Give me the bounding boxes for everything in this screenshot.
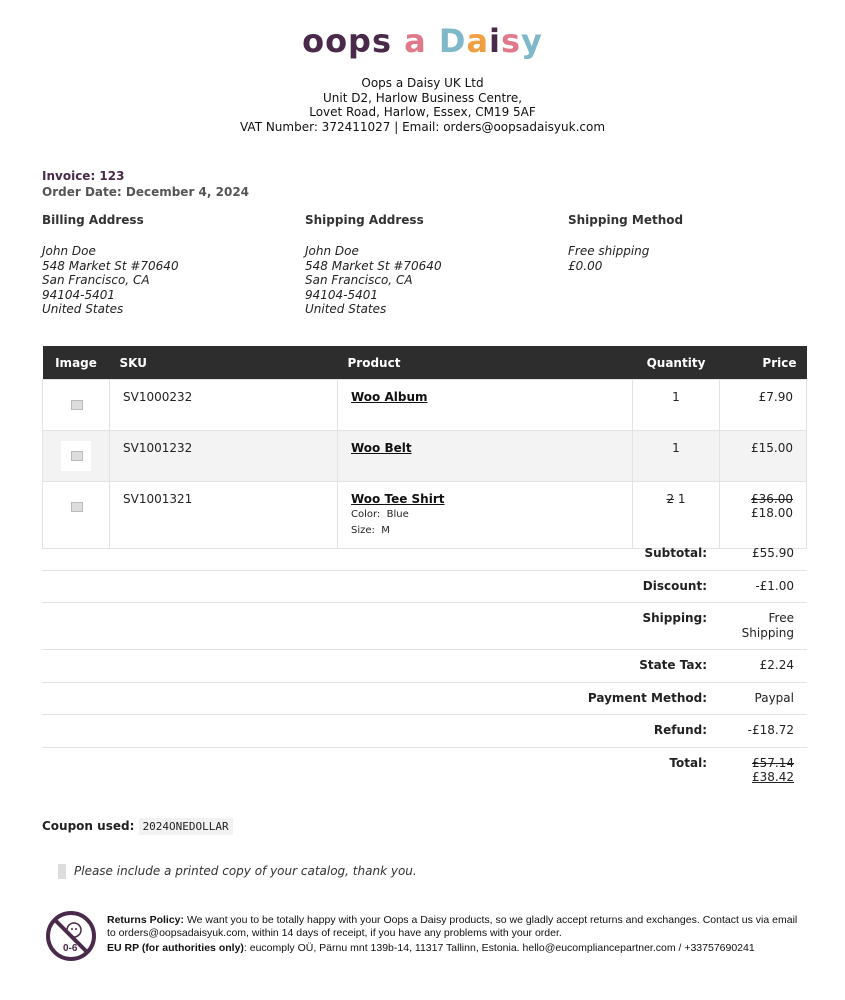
item-quantity: 1 <box>633 431 720 482</box>
totals-label: Discount: <box>642 578 707 593</box>
totals-value: £55.90 <box>752 546 794 560</box>
eu-rp-text: : eucomply OÜ, Pärnu mnt 139b-14, 11317 Tallinn, Estonia. hello@eucompliancepartner.com / +33757690241 <box>243 942 755 954</box>
totals-row-tax <box>42 650 807 683</box>
item-meta-color <box>351 508 619 522</box>
table-row <box>43 380 807 431</box>
item-product-cell <box>338 380 633 431</box>
image-placeholder-icon <box>61 441 91 471</box>
size-label: Size: <box>351 525 375 536</box>
shipping-value-line-2: Shipping <box>741 625 794 640</box>
note-quote-bar <box>58 864 66 879</box>
order-totals <box>42 538 807 794</box>
billing-address <box>42 213 292 317</box>
item-sku: SV1001232 <box>110 431 338 482</box>
coupon-code: 2024ONEDOLLAR <box>139 818 233 835</box>
item-price: £18.00 <box>751 506 793 520</box>
order-date: Order Date: December 4, 2024 <box>42 185 250 199</box>
eu-rp-label: EU RP (for authorities only) <box>107 942 244 954</box>
size-value: M <box>381 525 390 536</box>
totals-label: Refund: <box>653 723 707 737</box>
color-label: Color: <box>351 509 381 520</box>
shipping-method-cost: £0.00 <box>568 258 603 273</box>
image-placeholder-icon <box>61 390 91 420</box>
item-product-cell <box>338 431 633 482</box>
item-quantity: 1 <box>633 380 720 431</box>
image-placeholder-icon <box>61 492 91 522</box>
table-header-row <box>43 346 807 380</box>
returns-text: We want you to be totally happy with your Oops a Daisy products, so we gladly accept returns and exchanges. Contact us via email to orders@oopsadaisyuk.com, within 14 days of receipt, if you have any problems with your order. <box>107 914 798 939</box>
totals-value: -£18.72 <box>747 723 794 737</box>
item-meta-size <box>351 524 619 538</box>
coupon-used <box>42 819 233 833</box>
table-row <box>43 431 807 482</box>
shipping-method-heading: Shipping Method <box>568 213 684 227</box>
totals-row-discount <box>42 571 807 604</box>
billing-heading: Billing Address <box>42 213 144 227</box>
item-quantity: 1 <box>677 492 686 506</box>
billing-line: United States <box>42 302 124 316</box>
product-link[interactable]: Woo Album <box>351 390 428 404</box>
shipping-method-name: Free shipping <box>568 244 650 258</box>
note-text: Please include a printed copy of your catalog, thank you. <box>74 864 417 878</box>
store-logo: oops a Daisy <box>302 22 543 60</box>
totals-label: Payment Method: <box>587 690 707 705</box>
shipping-line: United States <box>305 302 387 316</box>
item-sku: SV1000232 <box>110 380 338 431</box>
customer-note <box>58 864 417 879</box>
shipping-value-line-1: Free <box>768 611 794 625</box>
totals-row-payment <box>42 683 807 716</box>
billing-line: 94104-5401 <box>42 287 116 302</box>
color-value: Blue <box>386 509 409 520</box>
total-new: £38.42 <box>752 770 794 784</box>
totals-row-shipping <box>42 603 807 650</box>
invoice-number: Invoice: 123 <box>42 169 125 183</box>
header-product: Product <box>338 346 633 380</box>
order-items-table <box>42 346 807 549</box>
item-price: £7.90 <box>720 380 807 431</box>
item-quantity-old: 2 <box>666 492 675 506</box>
item-image-cell <box>43 431 110 482</box>
returns-label: Returns Policy: <box>107 914 185 926</box>
shipping-line: 548 Market St #70640 <box>305 258 442 273</box>
header-image: Image <box>43 346 110 380</box>
store-address-2: Lovet Road, Harlow, Essex, CM19 5AF <box>309 105 536 119</box>
totals-value: -£1.00 <box>755 578 794 593</box>
header-price: Price <box>720 346 807 380</box>
age-range-text: 0-6 <box>63 943 78 954</box>
shipping-line: John Doe <box>305 244 359 258</box>
billing-line: 548 Market St #70640 <box>42 258 179 273</box>
item-price: £15.00 <box>720 431 807 482</box>
totals-label: Shipping: <box>642 611 707 625</box>
totals-value: Paypal <box>754 690 794 705</box>
store-address-1: Unit D2, Harlow Business Centre, <box>322 90 523 105</box>
totals-label: Total: <box>669 755 707 770</box>
shipping-line: 94104-5401 <box>305 287 379 302</box>
header-sku: SKU <box>110 346 338 380</box>
shipping-address <box>305 213 555 317</box>
header-quantity: Quantity <box>633 346 720 380</box>
billing-line: San Francisco, CA <box>42 273 150 287</box>
totals-label: Subtotal: <box>644 546 707 560</box>
store-details <box>0 76 845 134</box>
shipping-line: San Francisco, CA <box>305 273 413 287</box>
store-vat-email: VAT Number: 372411027 | Email: orders@oopsadaisyuk.com <box>239 119 606 134</box>
age-warning-icon <box>45 910 97 962</box>
totals-value: £2.24 <box>759 658 794 672</box>
product-link[interactable]: Woo Belt <box>351 441 412 455</box>
totals-label: State Tax: <box>639 658 707 672</box>
returns-paragraph <box>107 914 807 940</box>
shipping-method <box>568 213 818 273</box>
totals-value <box>720 611 794 640</box>
item-price-old: £36.00 <box>751 492 793 506</box>
returns-policy <box>107 914 807 955</box>
billing-line: John Doe <box>42 244 96 258</box>
item-sku: SV1001321 <box>110 482 338 549</box>
totals-row-subtotal <box>42 538 807 571</box>
item-image-cell <box>43 380 110 431</box>
totals-row-total <box>42 748 807 794</box>
eu-rp-paragraph <box>107 942 807 955</box>
coupon-label: Coupon used: <box>42 819 135 833</box>
total-old: £57.14 <box>752 755 794 770</box>
product-link[interactable]: Woo Tee Shirt <box>351 492 445 506</box>
shipping-heading: Shipping Address <box>305 213 424 227</box>
totals-row-refund <box>42 715 807 748</box>
totals-value <box>720 756 794 785</box>
store-name: Oops a Daisy UK Ltd <box>361 76 484 90</box>
